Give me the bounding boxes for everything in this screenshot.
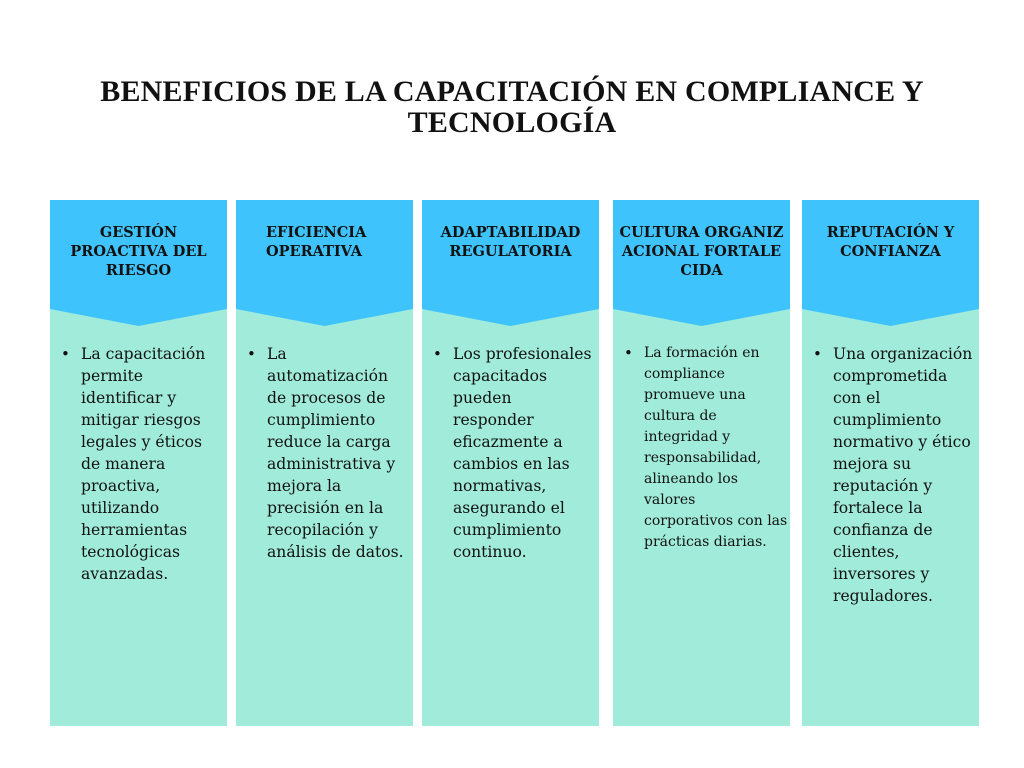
list-item (50, 343, 227, 585)
bullet-icon: • (61, 345, 70, 363)
benefit-column-operational-efficiency (236, 200, 413, 726)
bullet-icon: • (247, 345, 256, 363)
bullet-icon: • (813, 345, 822, 363)
benefit-column-organizational-culture (613, 200, 790, 726)
column-heading: EFICIENCIA OPERATIVA (266, 224, 367, 260)
benefit-text: La automatización de procesos de cumplimiento reduce la carga administrativa y mejora la precisión en la recopilación y análisis de datos. (267, 345, 404, 561)
benefit-list (236, 343, 413, 563)
benefit-list (613, 343, 790, 553)
benefit-text: Una organización comprometida con el cumplimiento normativo y ético mejora su reputación y fortalece la confianza de clientes, inversores y reguladores. (833, 345, 973, 605)
bullet-icon: • (624, 344, 633, 362)
benefit-list (802, 343, 979, 607)
benefit-list (50, 343, 227, 585)
column-header-arrow (802, 200, 979, 326)
column-heading: CULTURA ORGANIZACIONAL FORTALECIDA (619, 224, 784, 279)
bullet-icon: • (433, 345, 442, 363)
list-item (613, 343, 790, 553)
benefit-text: Los profesionales capacitados pueden responder eficazmente a cambios en las normativas, asegurando el cumplimiento continuo. (453, 345, 592, 561)
benefit-column-risk-management (50, 200, 227, 726)
column-heading: REPUTACIÓN Y CONFIANZA (826, 224, 955, 260)
column-heading: ADAPTABILIDAD REGULATORIA (440, 224, 581, 260)
list-item (422, 343, 599, 563)
list-item (802, 343, 979, 607)
column-header-arrow (236, 200, 413, 326)
page-title: BENEFICIOS DE LA CAPACITACIÓN EN COMPLIANCE Y TECNOLOGÍA (100, 75, 924, 139)
column-header-arrow (422, 200, 599, 326)
benefit-text: La formación en compliance promueve una cultura de integridad y responsabilidad, alineando los valores corporativos con las prácticas diarias. (644, 345, 788, 550)
list-item (236, 343, 413, 563)
benefit-list (422, 343, 599, 563)
benefit-text: La capacitación permite identificar y mitigar riesgos legales y éticos de manera proactiva, utilizando herramientas tecnológicas avanzadas. (81, 345, 206, 583)
benefit-column-regulatory-adaptability (422, 200, 599, 726)
benefit-column-reputation-trust (802, 200, 979, 726)
column-heading: GESTIÓN PROACTIVA DEL RIESGO (70, 224, 207, 279)
